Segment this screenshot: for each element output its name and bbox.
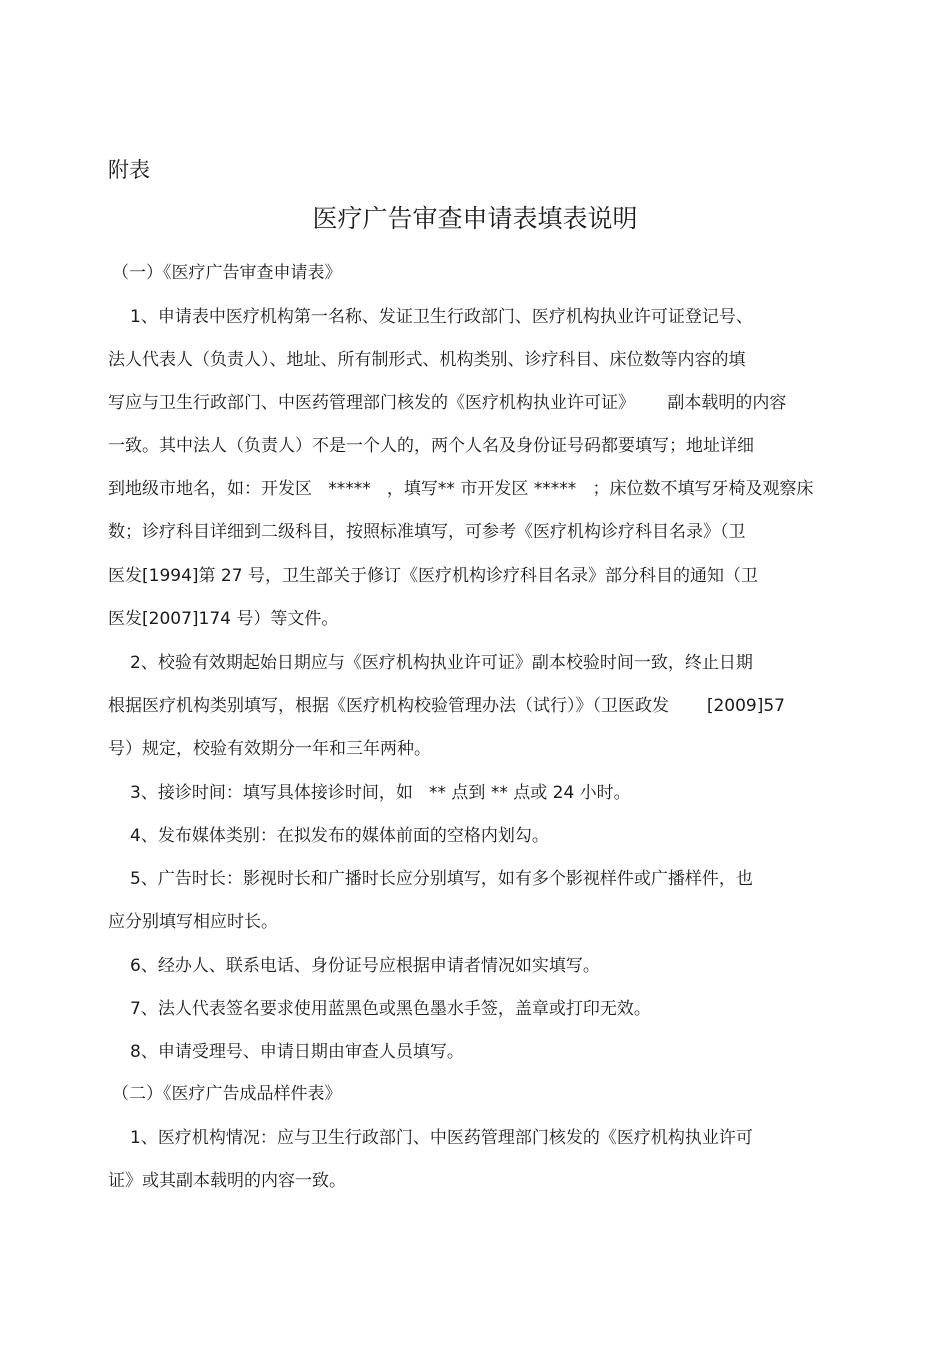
section-1-item-2-line-1: 2、校验有效期起始日期应与《医疗机构执业许可证》副本校验时间一致，终止日期: [130, 653, 753, 673]
section-1-item-6: 6、经办人、联系电话、身份证号应根据申请者情况如实填写。: [130, 956, 600, 976]
section-1-item-1-line-4: 一致。其中法人（负责人）不是一个人的，两个人名及身份证号码都要填写；地址详细: [108, 436, 754, 456]
section-1-item-5-line-2: 应分别填写相应时长。: [108, 912, 278, 932]
section-1-item-7: 7、法人代表签名要求使用蓝黑色或黑色墨水手签，盖章或打印无效。: [130, 999, 651, 1019]
section-1-item-5-line-1: 5、广告时长：影视时长和广播时长应分别填写，如有多个影视样件或广播样件，也: [130, 869, 753, 889]
section-1-item-1-line-1: 1、申请表中医疗机构第一名称、发证卫生行政部门、医疗机构执业许可证登记号、: [130, 307, 753, 327]
section-1-item-1-line-3: 写应与卫生行政部门、中医药管理部门核发的《医疗机构执业许可证》 副本载明的内容: [108, 393, 787, 413]
document-title: 医疗广告审查申请表填表说明: [312, 204, 638, 233]
section-1-item-1-line-2: 法人代表人（负责人）、地址、所有制形式、机构类别、诊疗科目、床位数等内容的填: [108, 350, 746, 370]
section-1-heading: （一）《医疗广告审查申请表》: [112, 263, 342, 283]
section-1-item-4: 4、发布媒体类别：在拟发布的媒体前面的空格内划勾。: [130, 826, 549, 846]
section-2-item-1-line-2: 证》或其副本载明的内容一致。: [108, 1171, 346, 1191]
section-1-item-2-line-2: 根据医疗机构类别填写，根据《医疗机构校验管理办法（试行）》（卫医政发 [2009]57: [108, 696, 785, 716]
section-1-item-3: 3、接诊时间：填写具体接诊时间，如 ** 点到 ** 点或 24 小时。: [130, 783, 631, 803]
section-1-item-1-line-7: 医发[1994]第 27 号，卫生部关于修订《医疗机构诊疗科目名录》部分科目的通知（卫: [108, 566, 758, 586]
section-1-item-1-line-8: 医发[2007]174 号）等文件。: [108, 609, 339, 629]
section-1-item-2-line-3: 号）规定，校验有效期分一年和三年两种。: [108, 739, 431, 759]
section-1-item-1-line-6: 数；诊疗科目详细到二级科目，按照标准填写，可参考《医疗机构诊疗科目名录》（卫: [108, 522, 746, 542]
section-1-item-8: 8、申请受理号、申请日期由审查人员填写。: [130, 1042, 464, 1062]
section-2-item-1-line-1: 1、医疗机构情况：应与卫生行政部门、中医药管理部门核发的《医疗机构执业许可: [130, 1128, 753, 1148]
annex-label: 附表: [108, 158, 150, 182]
section-1-item-1-line-5: 到地级市地名，如：开发区 ***** ，填写** 市开发区 ***** ；床位数不填写牙椅及观察床: [108, 479, 814, 499]
section-2-heading: （二）《医疗广告成品样件表》: [112, 1084, 342, 1104]
